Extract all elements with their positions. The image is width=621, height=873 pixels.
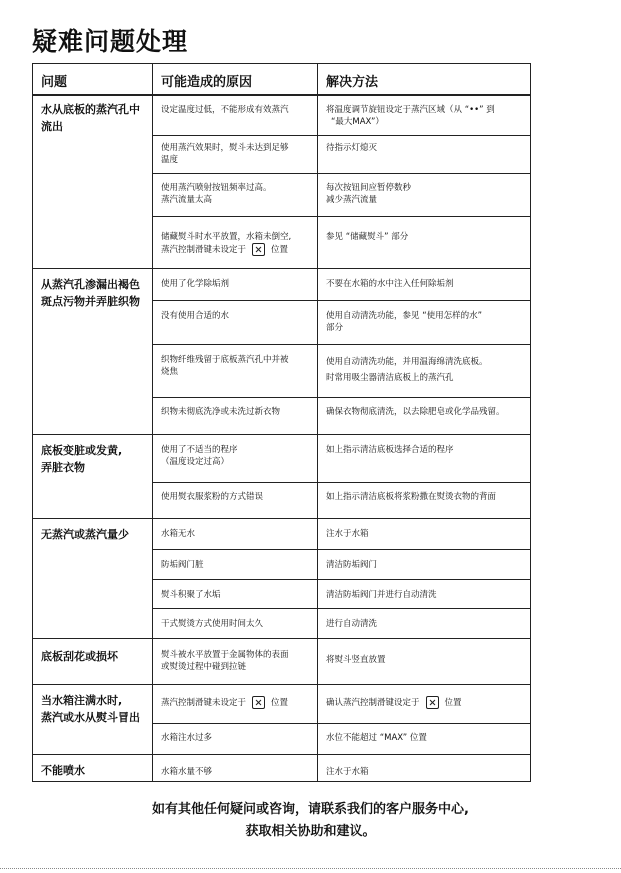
problem-label: 水从底板的蒸汽孔中 流出 — [41, 103, 140, 133]
header-solution: 解决方法 — [326, 75, 379, 90]
cause-text: 织物纤维残留于底板蒸汽孔中并被 烧焦 — [161, 355, 289, 377]
cause-text: 使用蒸汽效果时，熨斗未达到足够 温度 — [161, 143, 289, 165]
problem-label: 底板刮花或损坏 — [41, 650, 118, 663]
cause-text: 防垢阀门脏 — [161, 560, 204, 570]
row-divider — [152, 608, 530, 609]
group-divider — [33, 518, 530, 519]
group-divider — [33, 268, 530, 269]
steam-off-icon — [252, 696, 265, 709]
solution-text: 注水于水箱 — [326, 767, 369, 777]
solution-text: 每次按钮间应暂停数秒 减少蒸汽流量 — [326, 183, 412, 205]
solution-text: 不要在水箱的水中注入任何除垢剂 — [326, 279, 454, 289]
solution-text: 待指示灯熄灭 — [326, 143, 378, 153]
problem-label: 当水箱注满水时, 蒸汽或水从熨斗冒出 — [41, 694, 140, 724]
row-divider — [152, 344, 530, 345]
steam-off-icon — [426, 696, 439, 709]
row-divider — [152, 397, 530, 398]
solution-text: 确保衣物彻底清洗，以去除肥皂或化学品残留。 — [326, 407, 505, 417]
header-cause: 可能造成的原因 — [161, 75, 253, 90]
cause-text: 没有使用合适的水 — [161, 311, 230, 321]
problem-label: 底板变脏或发黄, 弄脏衣物 — [41, 444, 123, 474]
cause-text: 水箱注水过多 — [161, 733, 213, 743]
footer-line: 如有其他任何疑问或咨询，请联系我们的客户服务中心, — [152, 802, 469, 817]
solution-text: 将温度调节旋钮设定于蒸汽区域（从 “••” 到 “最大MAX”） — [326, 105, 495, 127]
row-divider — [152, 723, 530, 724]
page-title: 疑难问题处理 — [32, 27, 189, 56]
cause-text: 蒸汽控制滑键未设定于 位置 — [161, 698, 289, 708]
cause-text: 使用蒸汽喷射按钮频率过高。 蒸汽流量太高 — [161, 183, 272, 205]
row-divider — [152, 135, 530, 136]
cause-text: 熨斗积聚了水垢 — [161, 590, 221, 600]
solution-text: 确认蒸汽控制滑键设定于 位置 — [326, 698, 462, 708]
group-divider — [33, 638, 530, 639]
row-divider — [152, 216, 530, 217]
row-divider — [152, 173, 530, 174]
group-divider — [33, 754, 530, 755]
troubleshooting-table — [32, 63, 531, 782]
footer-line: 获取相关协助和建议。 — [245, 824, 376, 839]
solution-text: 如上指示清洁底板选择合适的程序 — [326, 445, 454, 455]
problem-label: 不能喷水 — [41, 764, 85, 777]
cause-text: 水箱水量不够 — [161, 767, 213, 777]
solution-text: 参见 “储藏熨斗” 部分 — [326, 232, 409, 242]
solution-text: 将熨斗竖直放置 — [326, 655, 386, 665]
row-divider — [152, 579, 530, 580]
header-problem: 问题 — [41, 75, 68, 90]
cause-text: 使用了不适当的程序 （温度设定过高） — [161, 445, 238, 467]
row-divider — [152, 482, 530, 483]
cause-text: 干式熨烫方式使用时间太久 — [161, 619, 264, 629]
problem-label: 无蒸汽或蒸汽量少 — [41, 528, 129, 541]
solution-text: 清洁防垢阀门并进行自动清洗 — [326, 590, 437, 600]
cause-text: 织物未彻底洗净或未洗过新衣物 — [161, 407, 281, 417]
group-divider — [33, 434, 530, 435]
page-edge-divider — [0, 868, 621, 869]
row-divider — [152, 549, 530, 550]
solution-text: 水位不能超过 “MAX” 位置 — [326, 733, 427, 743]
table-header — [33, 64, 530, 96]
solution-text: 进行自动清洗 — [326, 619, 378, 629]
steam-off-icon — [252, 243, 265, 256]
row-divider — [152, 300, 530, 301]
solution-text: 使用自动清洗功能，参见 “使用怎样的水” 部分 — [326, 311, 483, 333]
solution-text: 注水于水箱 — [326, 529, 369, 539]
cause-text: 储藏熨斗时水平放置，水箱未倒空, 蒸汽控制滑键未设定于 位置 — [161, 232, 292, 255]
cause-text: 水箱无水 — [161, 529, 196, 539]
solution-text: 如上指示清洁底板将浆粉撒在熨烫衣物的背面 — [326, 492, 497, 502]
column-divider — [152, 64, 153, 781]
cause-text: 设定温度过低，不能形成有效蒸汽 — [161, 105, 289, 115]
problem-label: 从蒸汽孔渗漏出褐色 斑点污物并弄脏织物 — [41, 278, 140, 308]
cause-text: 使用了化学除垢剂 — [161, 279, 230, 289]
solution-text: 使用自动清洗功能，并用温海绵清洗底板。 时常用吸尘器清洁底板上的蒸汽孔 — [326, 357, 488, 383]
group-divider — [33, 684, 530, 685]
cause-text: 熨斗被水平放置于金属物体的表面 或熨烫过程中碰到拉链 — [161, 650, 289, 672]
solution-text: 清洁防垢阀门 — [326, 560, 378, 570]
column-divider — [317, 64, 318, 781]
cause-text: 使用熨衣服浆粉的方式错误 — [161, 492, 264, 502]
